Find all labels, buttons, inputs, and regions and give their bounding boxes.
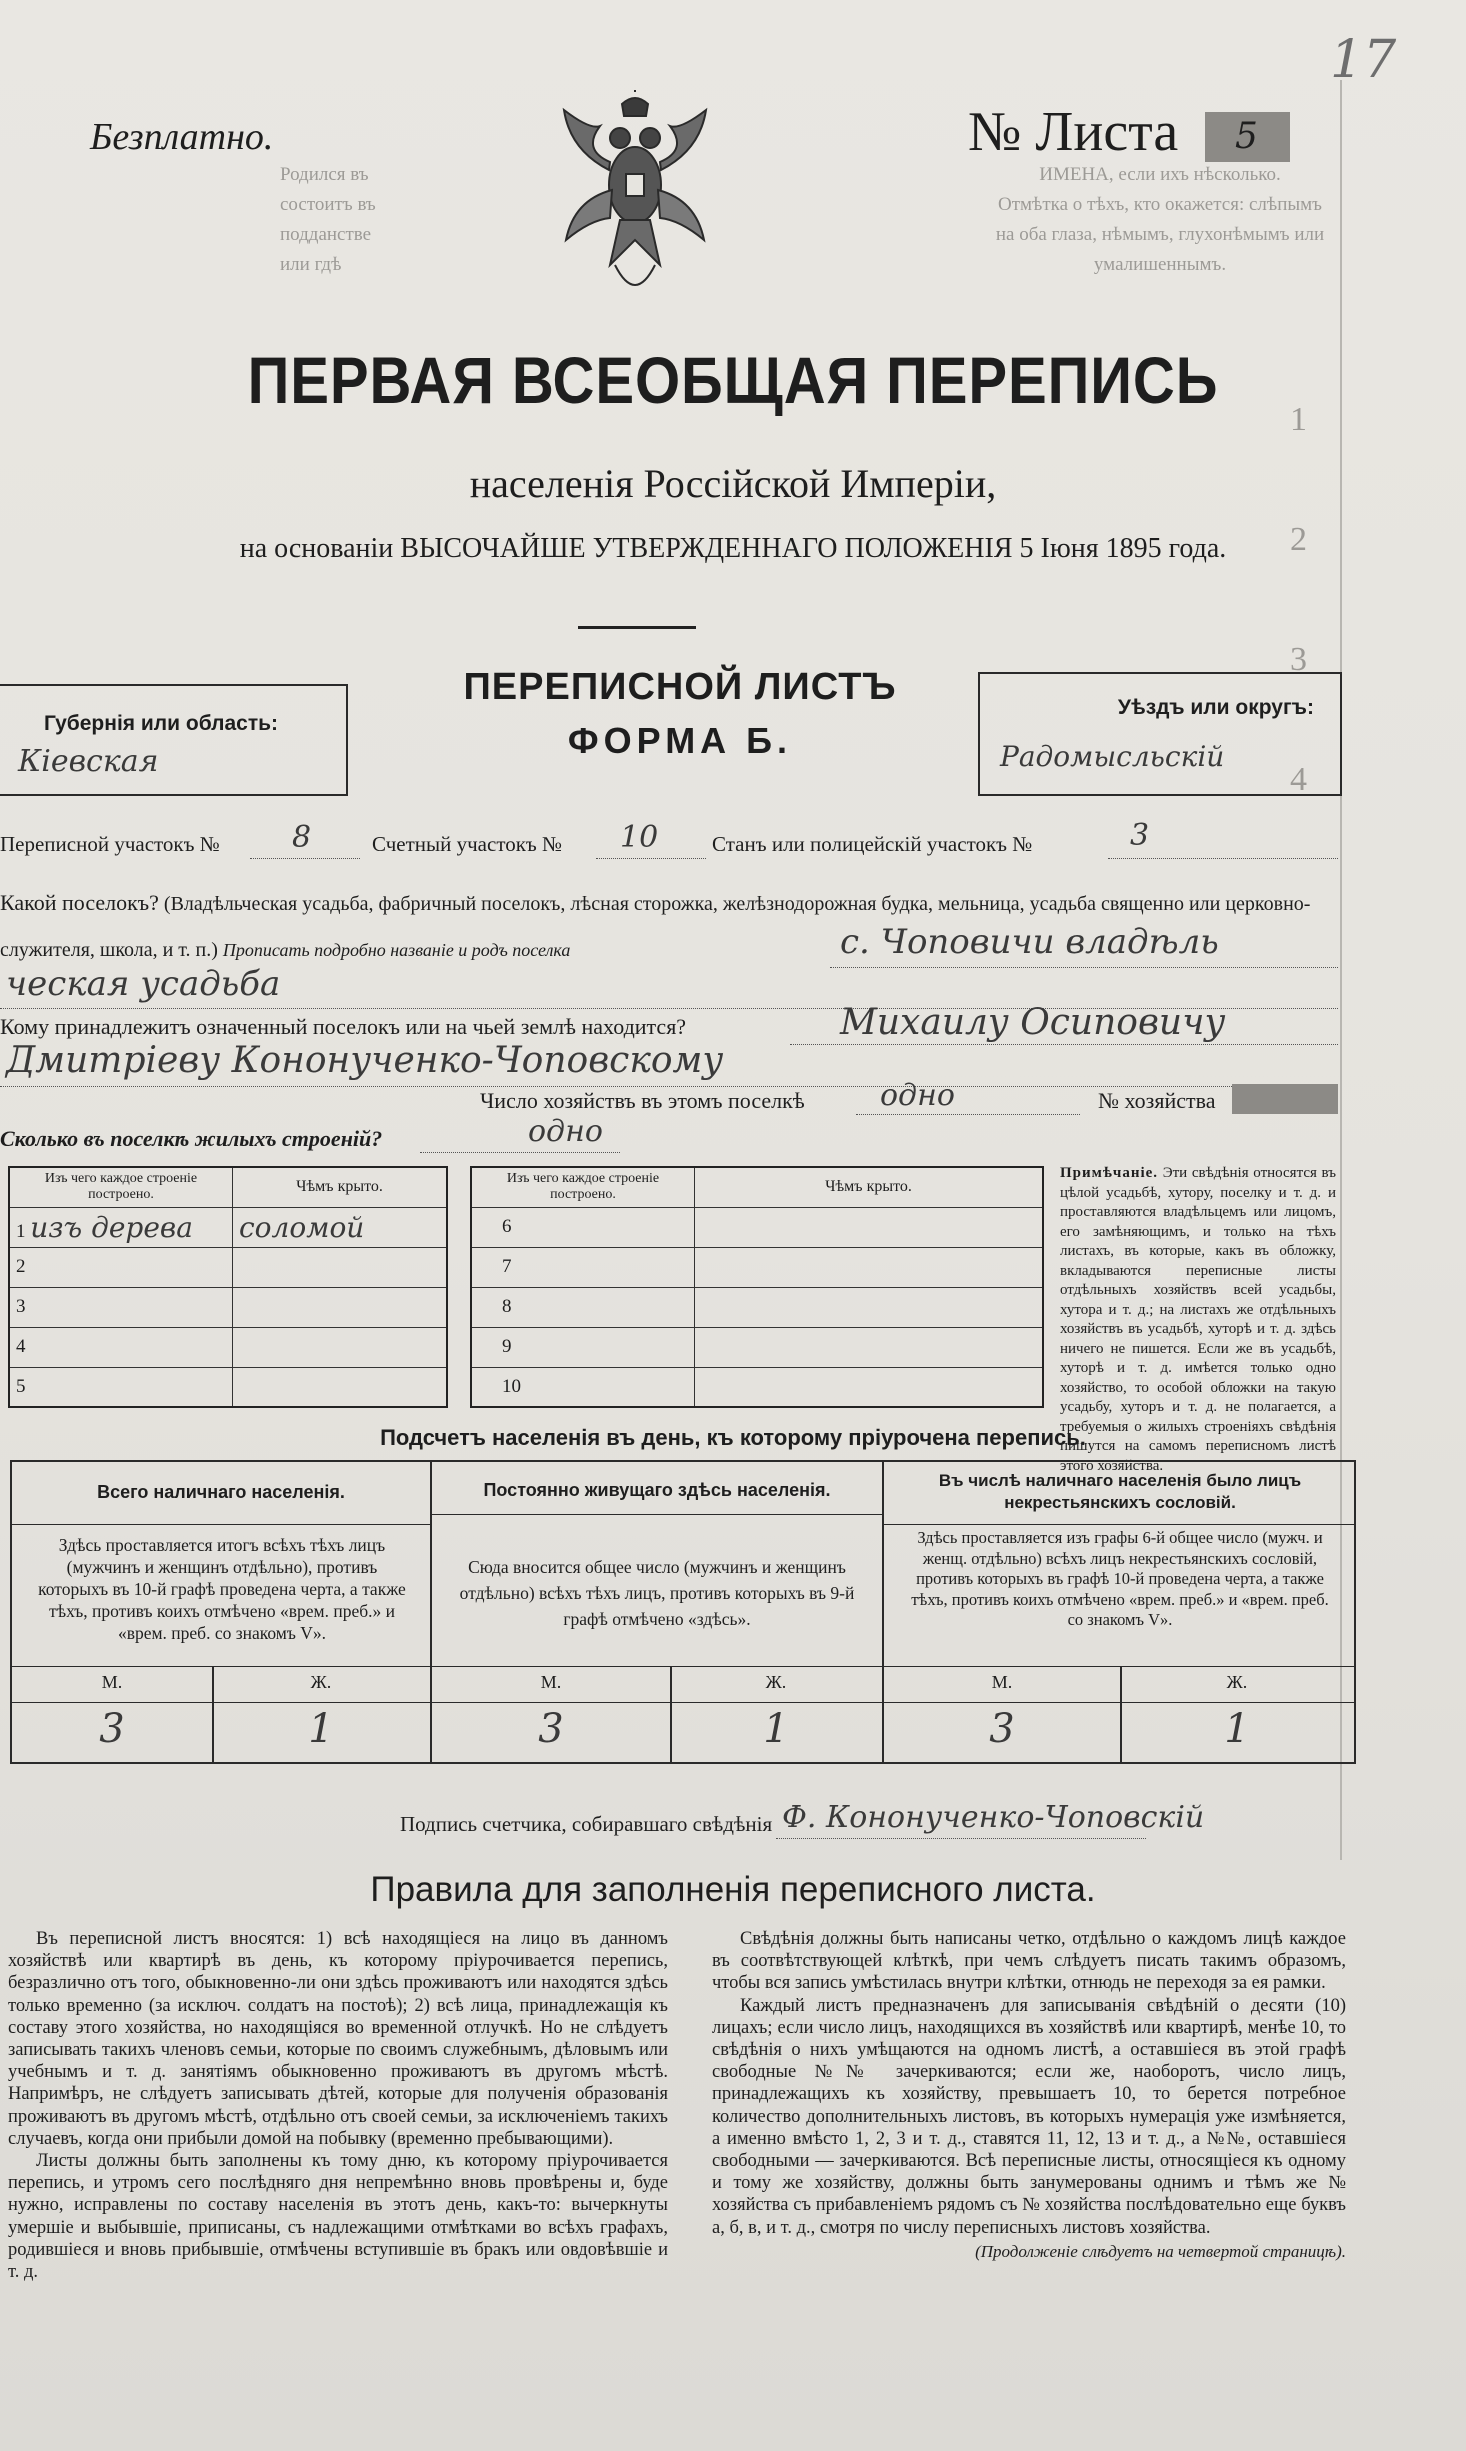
owner-label: Кому принадлежитъ означенный поселокъ или на чьей землѣ находится? <box>0 1014 687 1039</box>
table-row <box>9 1287 447 1327</box>
rules-heading: Правила для заполненія переписного листа. <box>370 1870 1096 1909</box>
bleed-through-right: ИМЕНА, если ихъ нѣсколько. Отмѣтка о тѣхъ, кто окажется: слѣпымъ на оба глаза, нѣмымъ, глухонѣмымъ или умалишеннымъ. <box>995 164 1325 275</box>
uezd-box <box>978 672 1342 796</box>
owner-line-2 <box>0 1086 1338 1087</box>
rules-left-paragraph-1: Въ переписной листъ вносятся: 1) всѣ находящіеся на лицо въ данномъ хозяйствѣ или квартирѣ въ день, къ которому пріурочивается перепись, безразлично отъ того, обыкновенно-ли они здѣсь проживаютъ или находятся здѣсь только временно (за исключ. солдатъ на постоѣ); 2) всѣ лица, принадлежащія къ составу этого хозяйства, но находящіяся во временной отлучкѣ. Но не слѣдуетъ записывать такихъ членовъ семьи, которые по своимъ служебнымъ, дѣловымъ или учебнымъ и т. д. занятіямъ обыкновенно проживаютъ въ другомъ мѣстѣ. Напримѣръ, не слѣдуетъ записывать дѣтей, которые для полученія образованія проживаютъ въ другомъ мѣстѣ, отдѣльно отъ своей семьи, за исключеніемъ такихъ случаевъ, когда они прибыли домой на побывку (временно пребывающими). <box>8 1929 668 2149</box>
owner-line-1 <box>790 1044 1338 1045</box>
stan-value: 3 <box>1130 818 1150 853</box>
count-block-1-desc: Здѣсь проставляется итогъ всѣхъ тѣхъ лицъ (мужчинъ и женщинъ отдѣльно), противъ которыхъ въ 10-й графѣ проведена черта, а также тѣхъ, противъ коихъ отмѣчено «врем. преб.» и «врем. преб. со знакомъ V». <box>38 1535 406 1643</box>
poselok-hint: (Владѣльческая усадьба, фабричный поселокъ, лѣсная сторожка, желѣзнодорожная будка, мельница, усадьба священно или церковно-служителя, школа, и т. п.) <box>0 893 1311 961</box>
poselok-value-2: ческая усадьба <box>6 964 281 1004</box>
hoz-no-stamp <box>1232 1084 1338 1114</box>
bleed-through-left: Родился въ состоитъ въ подданстве или гдѣ <box>280 164 376 275</box>
decree-basis: на основаніи ВЫСОЧАЙШЕ УТВЕРЖДЕННАГО ПОЛОЖЕНІЯ 5 Іюня 1895 года. <box>239 533 1227 564</box>
sheet-number-stamp <box>1205 112 1290 162</box>
hoz-count-line <box>856 1114 1080 1115</box>
table-row <box>471 1327 1043 1367</box>
row-number: 5 <box>9 1367 233 1407</box>
imperial-eagle-emblem <box>560 90 710 325</box>
rules-right-paragraph-1: Свѣдѣнія должны быть написаны четко, отдѣльно о каждомъ лицѣ каждое въ соотвѣтствующей клѣткѣ, при чемъ слѣдуетъ писать такимъ образомъ, чтобы вся запись умѣстилась внутри клѣтки, отнюдь не переходя за ея рамки. <box>712 1929 1346 1994</box>
table-row <box>9 1247 447 1287</box>
uchastok-label: Переписной участокъ № <box>0 832 220 856</box>
table-row <box>9 1367 447 1407</box>
uezd-value: Радомысльскій <box>1000 740 1225 773</box>
row-number: 4 <box>9 1327 233 1367</box>
note-text: Эти свѣдѣнія относятся въ цѣлой усадьбѣ, хутору, поселку и т. д. и проставляются владѣльцемъ или лицомъ, его замѣняющимъ, и только на тѣхъ листахъ, въ которые, какъ въ обложку, вкладываются переписные листы отдѣльныхъ хозяйствъ всей усадьбы, хутора и т. д.; на листахъ же отдѣльныхъ хозяйствъ въ усадьбѣ, хуторѣ и т. д. здѣсь ничего не пишется. Если же въ усадьбѣ, хуторѣ и т. д. имѣется только одно хозяйство, то особой обложки на такую усадьбу, хуторъ и т. д. не полагается, а требуемыя о жилыхъ строеніяхъ свѣдѣнія пишутся на самомъ переписномъ листѣ этого хозяйства. <box>1060 1165 1336 1474</box>
rules-right-paragraph-2: Каждый листъ предназначенъ для записыванія свѣдѣній о десяти (10) лицахъ; если число лицъ, находящихся въ хозяйствѣ или квартирѣ, менѣе 10, то свѣдѣнія о нихъ умѣщаются на одномъ листѣ, а оставшіеся въ этой графѣ свободные №№ зачеркиваются; если же, наоборотъ, число лицъ, принадлежащихъ къ хозяйству, превышаетъ 10, то берется потребное количество дополнительныхъ листовъ, въ которыхъ нумерація уже измѣняется, а именно вмѣсто 1, 2, 3 и т. д., ставятся 11, 12, 13 и т. д., а №№, оставшіеся свободными — зачеркиваются. Всѣ переписные листы, относящіеся къ одному и тому же хозяйству, должны быть занумерованы однимъ и тѣмъ же № хозяйства съ прибавленіемъ рядомъ съ № хозяйства послѣдовательно еще буквъ а, б, в, и т. д., смотря по числу переписныхъ листовъ хозяйства. <box>712 1995 1346 2238</box>
count-block-3-f-label: Ж. <box>1226 1672 1248 1692</box>
count-block-3-m-label: М. <box>991 1672 1013 1692</box>
owner-value-2: Дмитріеву Кононученко-Чоповскому <box>6 1040 724 1081</box>
owner-value-1: Михаилу Осиповичу <box>840 1002 1226 1043</box>
count-block-2-f-label: Ж. <box>765 1672 787 1692</box>
col-roof-header: Чѣмъ крыто. <box>695 1167 1044 1207</box>
row-number: 6 <box>471 1207 695 1247</box>
signature-value: Ф. Кононученко-Чоповскій <box>782 1800 1205 1835</box>
count-block-1-m-label: М. <box>101 1672 123 1692</box>
count-block-3-desc: Здѣсь проставляется изъ графы 6-й общее число (мужч. и женщ. отдѣльно) всѣхъ лицъ некрестьянскихъ сословій, противъ которыхъ въ графѣ 10-й проведена черта, а также тѣхъ, противъ коихъ отмѣчено «врем. преб.» и «врем. преб. со знакомъ V». <box>911 1528 1329 1629</box>
count-block-1-title: Всего наличнаго населенія. <box>97 1482 345 1502</box>
stan-line <box>1108 858 1338 859</box>
rules-left-column <box>8 1928 668 2283</box>
row-number: 1 <box>16 1220 26 1242</box>
col-roof-header: Чѣмъ крыто. <box>233 1167 448 1207</box>
poselok-value-1: с. Чоповичи владѣль <box>840 922 1219 962</box>
table-row <box>9 1207 447 1247</box>
uchastok-value: 8 <box>292 820 312 855</box>
sheet-number-label: № Листа <box>968 101 1179 163</box>
row-material: изъ дерева <box>30 1210 193 1244</box>
row-number: 10 <box>471 1367 695 1407</box>
signature-line <box>776 1838 1146 1839</box>
stan-label: Станъ или полицейскій участокъ № <box>712 832 1033 856</box>
sheet-number-value: 5 <box>1235 116 1258 157</box>
col-material-header: Изъ чего каждое строеніе построено. <box>9 1167 233 1207</box>
count-block-2-title: Постоянно живущаго здѣсь населенія. <box>483 1480 831 1500</box>
count-block-1-f: 1 <box>308 1706 334 1752</box>
count-block-3-m: 3 <box>989 1706 1015 1752</box>
gubernia-value: Кіевская <box>18 744 159 779</box>
row-number: 2 <box>9 1247 233 1287</box>
count-block-1-m: 3 <box>99 1706 125 1752</box>
bleed-margin-numbers: 1 2 3 4 <box>1290 401 1307 798</box>
poselok-line-1 <box>830 967 1338 968</box>
buildings-value: одно <box>528 1114 603 1149</box>
buildings-line <box>420 1152 620 1153</box>
uezd-label: Уѣздъ или округъ: <box>1117 696 1314 719</box>
rules-right-column <box>712 1928 1346 2263</box>
uchastok-line <box>250 858 360 859</box>
row-roof: соломой <box>239 1210 365 1244</box>
page-title: ПЕРВАЯ ВСЕОБЩАЯ ПЕРЕПИСЬ <box>247 343 1219 417</box>
page-subtitle: населенія Россійской Имперіи, <box>469 461 997 506</box>
form-subtitle: ФОРМА Б. <box>567 720 793 761</box>
poselok-instruction: Прописать подробно названіе и родъ поселка <box>222 940 571 960</box>
corner-sheet-mark: 17 <box>1330 30 1397 90</box>
rules-continuation: (Продолженіе слѣдуетъ на четвертой страницѣ). <box>975 2241 1346 2261</box>
table-row <box>471 1207 1043 1247</box>
table-row <box>471 1367 1043 1407</box>
hoz-no-label: № хозяйства <box>1098 1088 1216 1113</box>
poselok-label: Какой поселокъ? <box>0 890 159 915</box>
buildings-label: Сколько въ поселкѣ жилыхъ строеній? <box>0 1126 383 1151</box>
signature-label: Подпись счетчика, собиравшаго свѣдѣнія <box>400 1812 773 1836</box>
gubernia-label: Губернія или область: <box>44 712 279 735</box>
count-table <box>10 1460 1356 1764</box>
form-title: ПЕРЕПИСНОЙ ЛИСТЪ <box>463 666 897 708</box>
schetny-line <box>596 858 706 859</box>
count-block-3-f: 1 <box>1224 1706 1250 1752</box>
count-block-1-f-label: Ж. <box>310 1672 332 1692</box>
gubernia-box <box>0 684 348 796</box>
note-label: Примѣчаніе. <box>1060 1165 1159 1181</box>
row-number: 7 <box>471 1247 695 1287</box>
row-number: 8 <box>471 1287 695 1327</box>
table-row <box>471 1287 1043 1327</box>
count-heading: Подсчетъ населенія въ день, къ которому пріурочена перепись. <box>380 1425 1086 1450</box>
table-row <box>471 1247 1043 1287</box>
count-block-2-m: 3 <box>538 1706 564 1752</box>
buildings-table-right <box>470 1166 1044 1408</box>
buildings-table-left <box>8 1166 448 1408</box>
count-block-2-desc: Сюда вносится общее число (мужчинъ и женщинъ отдѣльно) всѣхъ тѣхъ лицъ, противъ которыхъ въ 9-й графѣ отмѣчено «здѣсь». <box>459 1557 855 1629</box>
count-block-2-m-label: М. <box>540 1672 562 1692</box>
schetny-label: Счетный участокъ № <box>372 832 563 856</box>
hoz-count-label: Число хозяйствъ въ этомъ поселкѣ <box>480 1088 805 1113</box>
table-row <box>9 1327 447 1367</box>
count-block-3-title: Въ числѣ наличнаго населенія было лицъ некрестьянскихъ сословій. <box>938 1471 1302 1512</box>
title-divider <box>578 626 696 629</box>
hoz-count-value: одно <box>880 1078 955 1113</box>
col-material-header: Изъ чего каждое строеніе построено. <box>471 1167 695 1207</box>
rules-left-paragraph-2: Листы должны быть заполнены къ тому дню, къ которому пріурочивается перепись, и утромъ сего послѣдняго дня непремѣнно вновь провѣрены и, буде нужно, исправлены по составу населенія въ этотъ день, какъ-то: вычеркнуты умершіе и выбывшіе, приписаны, съ надлежащими отмѣтками во всѣхъ графахъ, родившіеся и вновь прибывшіе, отмѣчены вступившіе въ бракъ или овдовѣвшіе и т. д. <box>8 2151 668 2283</box>
row-number: 9 <box>471 1327 695 1367</box>
count-block-2-f: 1 <box>763 1706 789 1752</box>
row-number: 3 <box>9 1287 233 1327</box>
schetny-value: 10 <box>620 820 659 855</box>
free-label: Безплатно. <box>90 116 274 158</box>
